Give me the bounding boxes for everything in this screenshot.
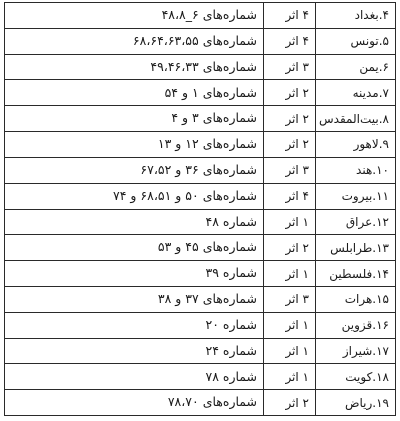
place-cell: ۱۱.بیروت [316, 183, 396, 209]
reference-cell: شماره ۷۸ [5, 364, 264, 390]
place-cell: ۱۲.عراق [316, 209, 396, 235]
place-cell: ۷.مدینه [316, 80, 396, 106]
place-cell: ۱۹.ریاض [316, 390, 396, 416]
count-cell: ۲ اثر [264, 235, 316, 261]
table-row [5, 3, 396, 29]
count-cell: ۲ اثر [264, 132, 316, 158]
reference-cell: شماره ۴۸ [5, 209, 264, 235]
locations-table [4, 2, 396, 416]
reference-cell: شماره‌های ۵۰ و ۶۸،۵۱ و ۷۴ [5, 183, 264, 209]
reference-cell: شماره‌های ۳۷ و ۳۸ [5, 286, 264, 312]
table-row [5, 286, 396, 312]
table-row [5, 338, 396, 364]
document-page [4, 2, 396, 416]
count-cell: ۴ اثر [264, 183, 316, 209]
count-cell: ۱ اثر [264, 312, 316, 338]
count-cell: ۱ اثر [264, 338, 316, 364]
count-cell: ۴ اثر [264, 3, 316, 29]
count-cell: ۲ اثر [264, 80, 316, 106]
place-cell: ۱۵.هرات [316, 286, 396, 312]
place-cell: ۸.بیت‌المقدس [316, 106, 396, 132]
place-cell: ۶.یمن [316, 54, 396, 80]
place-cell: ۴.بغداد [316, 3, 396, 29]
reference-cell: شماره‌های ۳۶ و ۶۷،۵۲ [5, 157, 264, 183]
count-cell: ۲ اثر [264, 390, 316, 416]
count-cell: ۳ اثر [264, 286, 316, 312]
reference-cell: شماره ۳۹ [5, 261, 264, 287]
place-cell: ۹.لاهور [316, 132, 396, 158]
table-row [5, 157, 396, 183]
count-cell: ۳ اثر [264, 54, 316, 80]
place-cell: ۱۸.کویت [316, 364, 396, 390]
table-row [5, 209, 396, 235]
count-cell: ۴ اثر [264, 28, 316, 54]
reference-cell: شماره‌های ۴۹،۴۶،۳۳ [5, 54, 264, 80]
count-cell: ۱ اثر [264, 364, 316, 390]
count-cell: ۱ اثر [264, 261, 316, 287]
reference-cell: شماره ۲۰ [5, 312, 264, 338]
table-row [5, 261, 396, 287]
reference-cell: شماره‌های ۶۸،۶۴،۶۳،۵۵ [5, 28, 264, 54]
table-row [5, 390, 396, 416]
reference-cell: شماره ۲۴ [5, 338, 264, 364]
table-row [5, 183, 396, 209]
table-row [5, 28, 396, 54]
reference-cell: شماره‌های ۱ و ۵۴ [5, 80, 264, 106]
place-cell: ۱۴.فلسطین [316, 261, 396, 287]
reference-cell: شماره‌های ۴۵ و ۵۳ [5, 235, 264, 261]
table-row [5, 312, 396, 338]
place-cell: ۱۶.قزوین [316, 312, 396, 338]
place-cell: ۱۳.طرابلس [316, 235, 396, 261]
reference-cell: شماره‌های ۱۲ و ۱۳ [5, 132, 264, 158]
table-row [5, 106, 396, 132]
table-row [5, 364, 396, 390]
table-row [5, 235, 396, 261]
count-cell: ۱ اثر [264, 209, 316, 235]
table-row [5, 54, 396, 80]
table-row [5, 80, 396, 106]
count-cell: ۳ اثر [264, 157, 316, 183]
place-cell: ۱۰.هند [316, 157, 396, 183]
table-row [5, 132, 396, 158]
reference-cell: شماره‌های ۷۸،۷۰ [5, 390, 264, 416]
place-cell: ۱۷.شیراز [316, 338, 396, 364]
count-cell: ۲ اثر [264, 106, 316, 132]
reference-cell: شماره‌های ۶_۴۸،۸ [5, 3, 264, 29]
place-cell: ۵.تونس [316, 28, 396, 54]
reference-cell: شماره‌های ۳ و ۴ [5, 106, 264, 132]
